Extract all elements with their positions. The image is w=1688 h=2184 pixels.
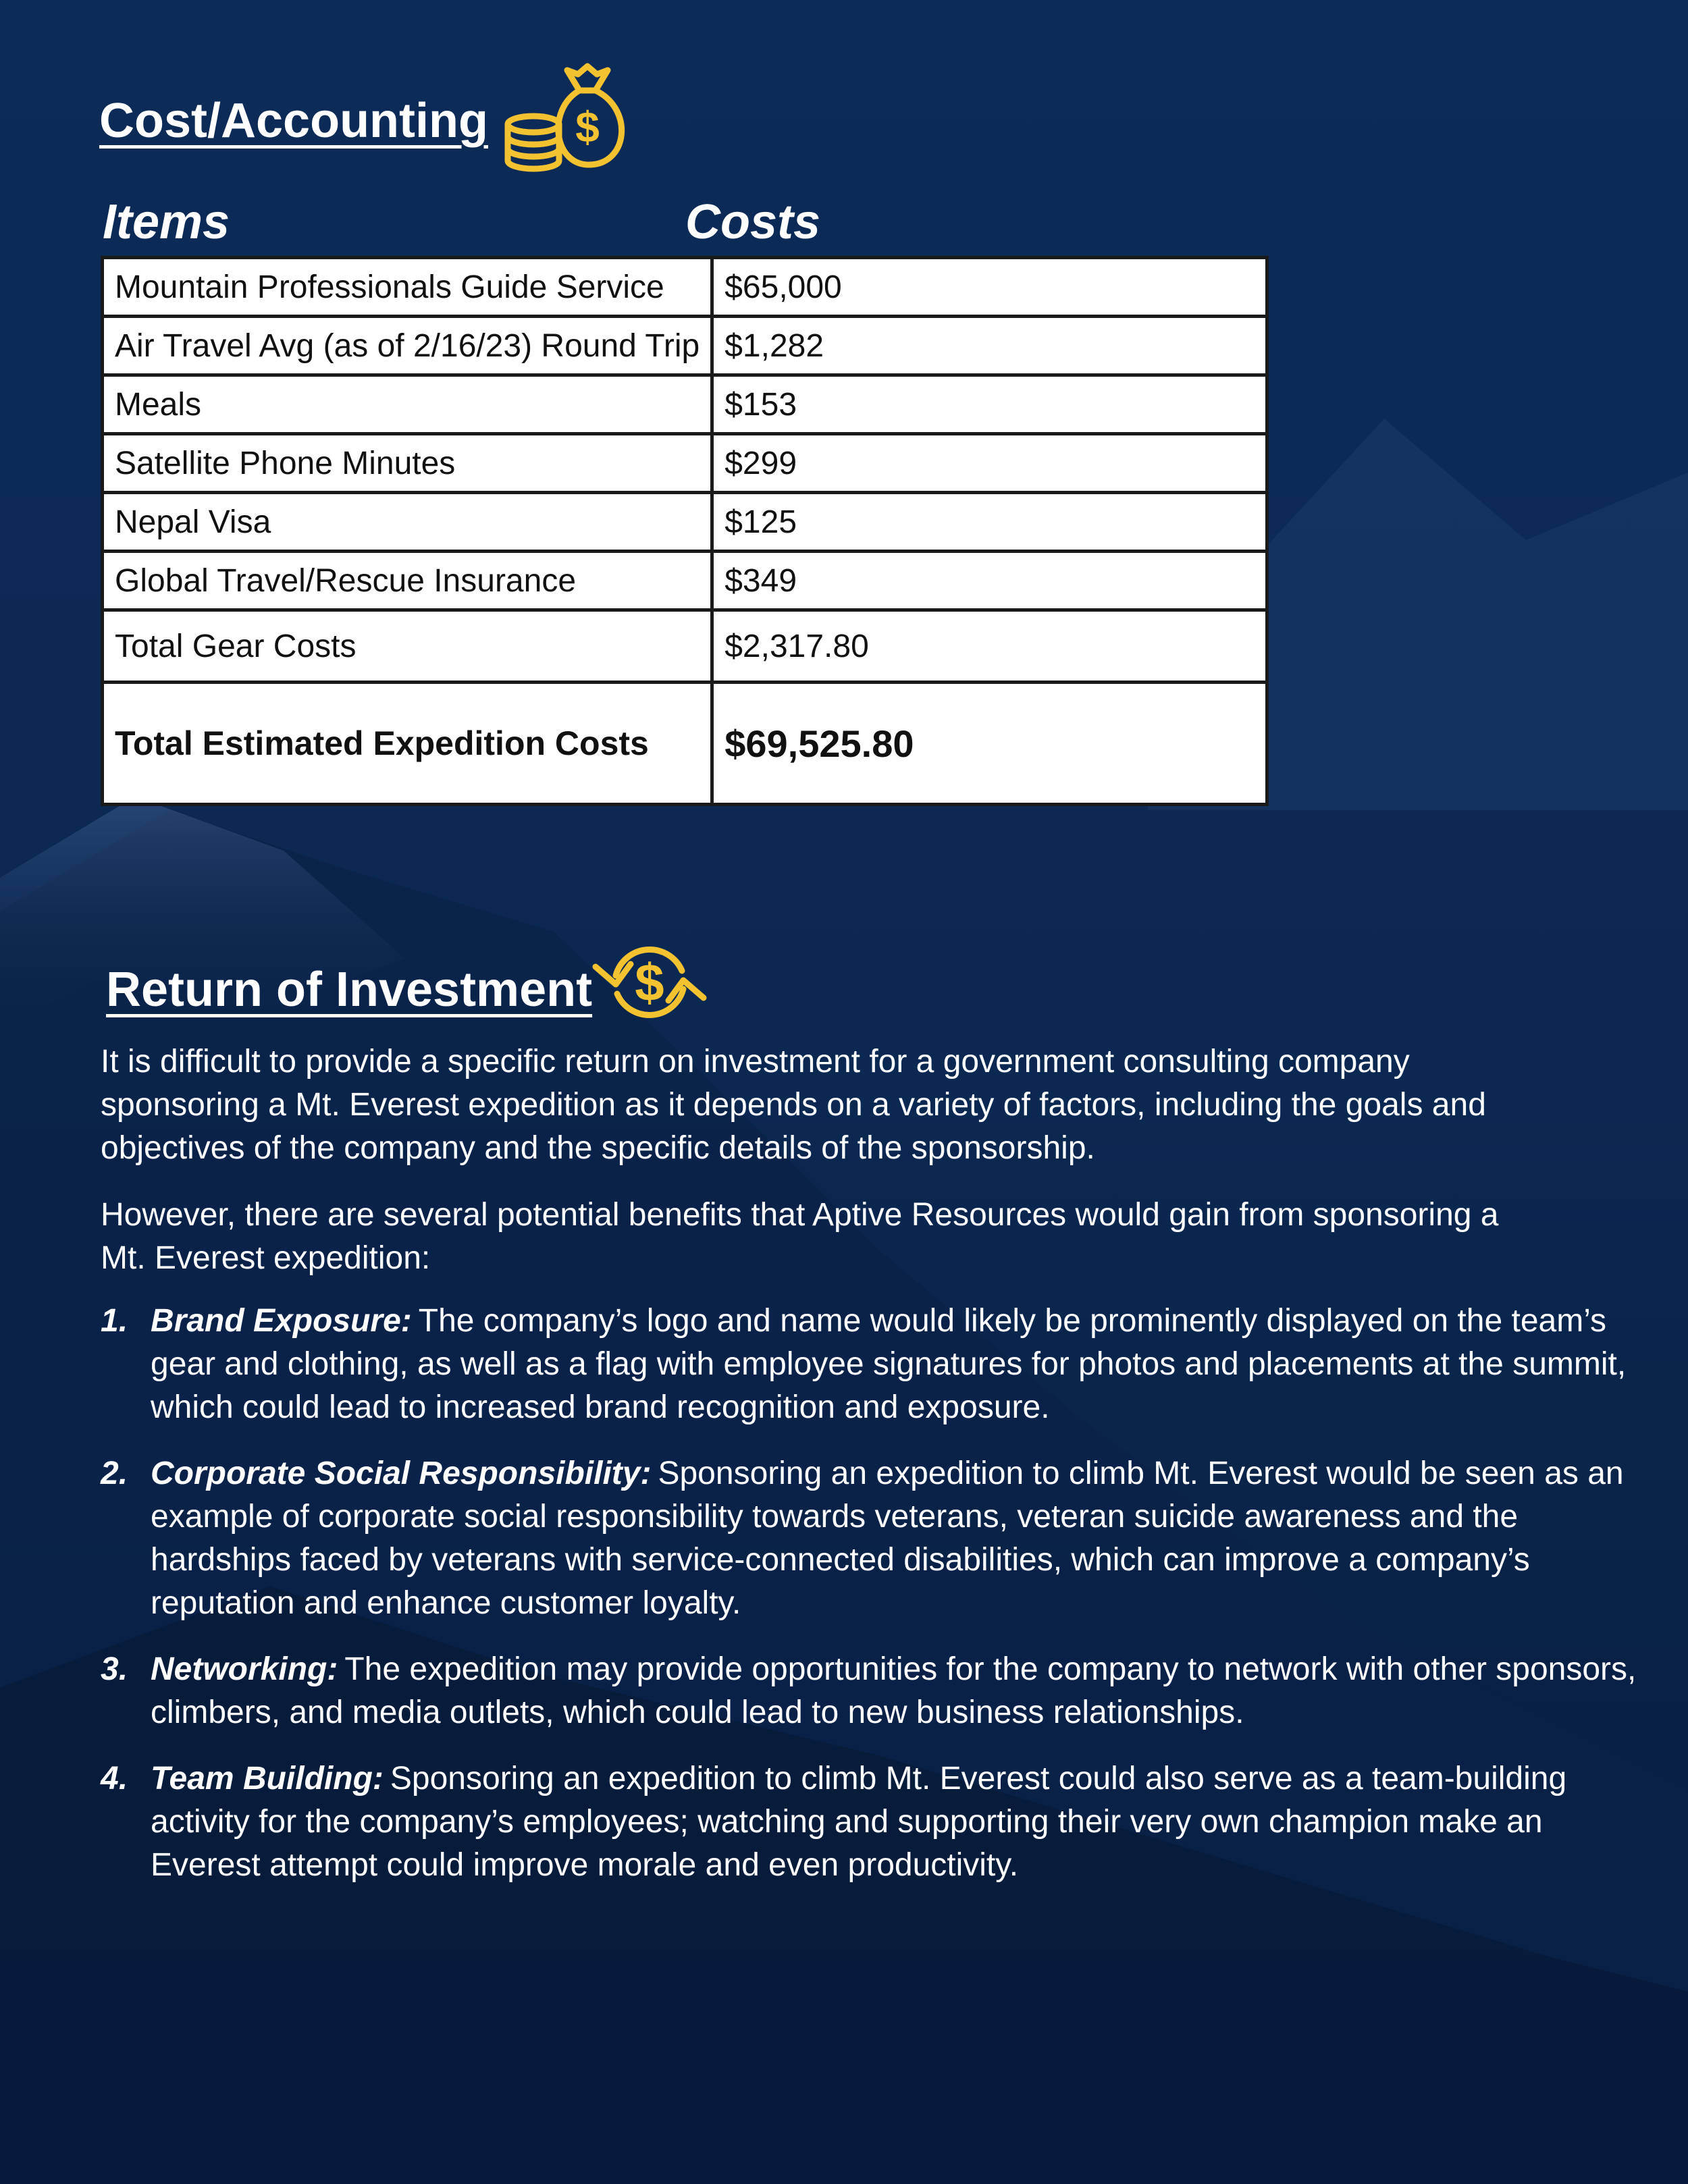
roi-lead-in xyxy=(101,1194,1600,1280)
cost-cell: $1,282 xyxy=(712,317,1267,375)
cost-cell: $125 xyxy=(712,493,1267,552)
cost-table xyxy=(101,256,1269,806)
item-cell: Satellite Phone Minutes xyxy=(103,434,712,493)
list-number: 1. xyxy=(101,1303,128,1339)
benefit-label: Networking: xyxy=(151,1651,338,1687)
benefit-label: Brand Exposure: xyxy=(151,1303,412,1339)
total-value: $69,525.80 xyxy=(712,683,1267,805)
benefit-text: The company’s logo and name would likely be prominently displayed on the team’s gear and clothing, as well as a flag with employee signatures for photos and placements at the summit, which could lead to increased brand recognition and exposure. xyxy=(151,1303,1627,1425)
list-number: 4. xyxy=(101,1761,128,1796)
benefits-list xyxy=(101,1300,1640,1910)
cost-cell: $2,317.80 xyxy=(712,610,1267,683)
cost-cell: $299 xyxy=(712,434,1267,493)
list-number: 2. xyxy=(101,1456,128,1491)
item-cell: Nepal Visa xyxy=(103,493,712,552)
list-number: 3. xyxy=(101,1651,128,1687)
list-item xyxy=(101,1648,1640,1734)
table-row xyxy=(103,610,1267,683)
table-row xyxy=(103,317,1267,375)
table-row xyxy=(103,552,1267,610)
cost-cell: $153 xyxy=(712,375,1267,434)
svg-text:$: $ xyxy=(575,103,600,151)
roi-title: Return of Investment xyxy=(106,963,593,1017)
total-label: Total Estimated Expedition Costs xyxy=(103,683,712,805)
cost-cell: $65,000 xyxy=(712,258,1267,317)
benefit-label: Team Building: xyxy=(151,1761,384,1796)
benefit-text: The expedition may provide opportunities for the company to network with other sponsors, climbers, and media outlets, which could lead to new business relationships. xyxy=(151,1651,1637,1730)
item-cell: Meals xyxy=(103,375,712,434)
table-row xyxy=(103,434,1267,493)
list-item xyxy=(101,1300,1640,1429)
table-row xyxy=(103,258,1267,317)
list-item xyxy=(101,1757,1640,1887)
cost-cell: $349 xyxy=(712,552,1267,610)
table-row xyxy=(103,493,1267,552)
total-row xyxy=(103,683,1267,805)
items-column-header: Items xyxy=(103,195,230,249)
costs-column-header: Costs xyxy=(685,195,821,249)
money-bag-coins-icon xyxy=(500,62,635,177)
table-row xyxy=(103,375,1267,434)
roi-paragraph: It is difficult to provide a specific return on investment for a government consulting company sponsoring a Mt. Everest expedition as it depends on a variety of factors, including the goals and objectives of the company and the specific details of the sponsorship. xyxy=(101,1044,1486,1166)
roi-intro xyxy=(101,1040,1600,1170)
benefit-label: Corporate Social Responsibility: xyxy=(151,1456,652,1491)
item-cell: Global Travel/Rescue Insurance xyxy=(103,552,712,610)
cost-accounting-title: Cost/Accounting xyxy=(99,94,488,148)
benefit-text: Sponsoring an expedition to climb Mt. Everest would be seen as an example of corporate social responsibility towards veterans, veteran suicide awareness and the hardships faced by veterans with service-connected disabilities, which can improve a company’s reputation and enhance customer loyalty. xyxy=(151,1456,1624,1621)
item-cell: Total Gear Costs xyxy=(103,610,712,683)
benefit-text: Sponsoring an expedition to climb Mt. Everest could also serve as a team-building activity for the company’s employees; watching and supporting their very own champion make an Everest attempt could improve morale and even productivity. xyxy=(151,1761,1567,1883)
item-cell: Air Travel Avg (as of 2/16/23) Round Trip xyxy=(103,317,712,375)
item-cell: Mountain Professionals Guide Service xyxy=(103,258,712,317)
svg-text:$: $ xyxy=(635,953,664,1012)
roi-paragraph: However, there are several potential benefits that Aptive Resources would gain from sponsoring a Mt. Everest expedition: xyxy=(101,1197,1499,1276)
list-item xyxy=(101,1452,1640,1625)
dollar-exchange-icon xyxy=(589,938,710,1026)
